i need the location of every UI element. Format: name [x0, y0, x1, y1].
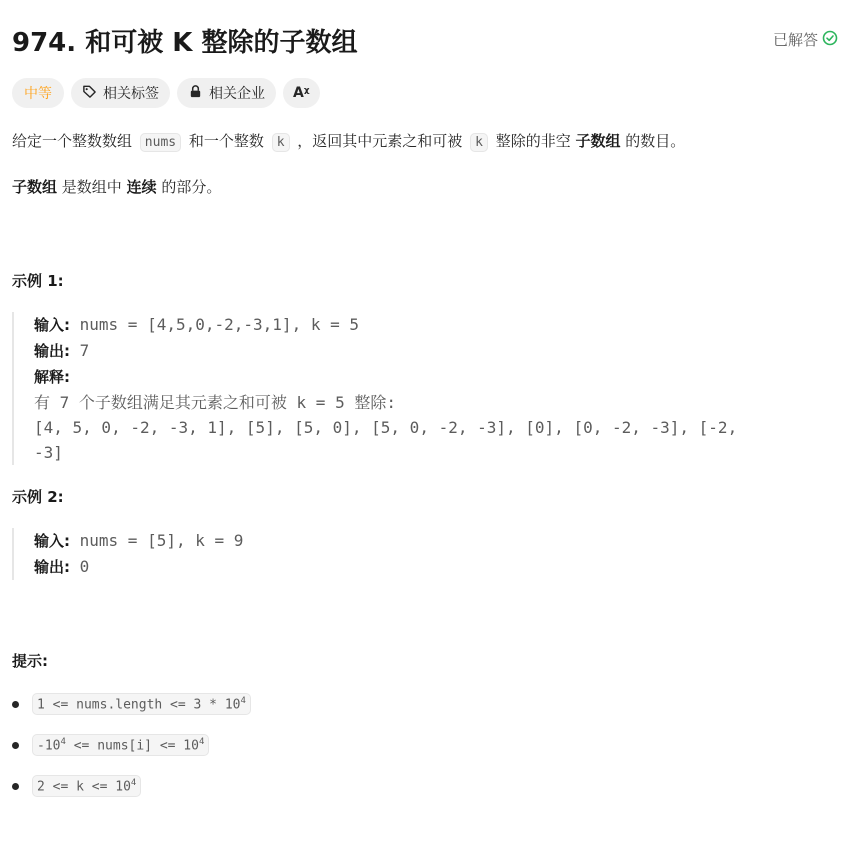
desc-text: 是数组中 — [61, 178, 122, 196]
exponent: 4 — [240, 695, 246, 706]
translate-icon: Aᵡ — [293, 85, 310, 101]
tag-row — [12, 78, 320, 108]
constraint-text: 1 <= nums.length <= 3 * 10 — [37, 697, 241, 713]
constraint-code — [32, 775, 141, 797]
explain-line: 有 7 个子数组满足其元素之和可被 k = 5 整除: — [34, 393, 396, 412]
bullet-dot — [12, 701, 19, 708]
explain-line: -3] — [34, 443, 63, 462]
constraints-list — [12, 692, 251, 815]
tag-icon — [82, 84, 97, 103]
inline-code: nums — [140, 133, 181, 152]
example-output: 0 — [79, 557, 90, 576]
topics-label: 相关标签 — [103, 86, 159, 102]
explain-label: 解释: — [34, 368, 70, 386]
lock-icon — [188, 84, 203, 103]
desc-text: 给定一个整数数组 — [12, 132, 133, 150]
topics-button[interactable] — [71, 78, 170, 108]
difficulty-badge[interactable] — [12, 78, 64, 108]
example-1-block — [12, 312, 737, 465]
example-output: 7 — [79, 341, 90, 360]
example-input: nums = [4,5,0,-2,-3,1], k = 5 — [79, 315, 359, 334]
companies-label: 相关企业 — [209, 86, 265, 102]
bullet-dot — [12, 742, 19, 749]
constraint-text: <= nums[i] <= 10 — [65, 738, 199, 754]
constraint-text: 2 <= k <= 10 — [37, 779, 131, 795]
constraint-code — [32, 734, 209, 756]
list-item — [12, 692, 251, 716]
check-circle-icon — [822, 30, 838, 50]
list-item — [12, 774, 251, 798]
solved-label: 已解答 — [772, 31, 818, 49]
translate-button[interactable] — [283, 78, 320, 108]
difficulty-label: 中等 — [24, 86, 52, 102]
constraints-title: 提示: — [12, 652, 48, 670]
exponent: 4 — [60, 736, 66, 747]
example-1-title: 示例 1: — [12, 272, 64, 290]
inline-code: k — [272, 133, 290, 152]
bullet-dot — [12, 783, 19, 790]
desc-text: 的数目。 — [625, 132, 686, 150]
output-label: 输出: — [34, 558, 70, 576]
desc-text: 和一个整数 — [188, 132, 264, 150]
constraint-text: -10 — [37, 738, 61, 754]
example-2-title: 示例 2: — [12, 488, 64, 506]
problem-title: 974. 和可被 K 整除的子数组 — [12, 28, 358, 58]
exponent: 4 — [198, 736, 205, 747]
explain-line: [4, 5, 0, -2, -3, 1], [5], [5, 0], [5, 0, -2, -3], [0], [0, -2, -3], [-2, — [34, 418, 738, 437]
exponent: 4 — [130, 777, 137, 788]
input-label: 输入: — [34, 532, 70, 550]
constraint-code — [32, 693, 251, 715]
desc-bold: 子数组 — [12, 178, 58, 196]
desc-bold: 子数组 — [575, 132, 621, 150]
desc-bold: 连续 — [126, 178, 157, 196]
example-input: nums = [5], k = 9 — [79, 531, 244, 550]
desc-text: 的部分。 — [161, 178, 222, 196]
solved-status — [773, 29, 838, 50]
description-paragraph-1 — [12, 129, 685, 155]
example-2-block — [12, 528, 243, 580]
desc-text: 整除的非空 — [495, 132, 571, 150]
inline-code: k — [470, 133, 488, 152]
output-label: 输出: — [34, 342, 70, 360]
input-label: 输入: — [34, 316, 70, 334]
description-paragraph-2 — [12, 175, 221, 199]
list-item — [12, 733, 251, 757]
desc-text: ，返回其中元素之和可被 — [297, 132, 463, 150]
companies-button[interactable] — [177, 78, 276, 108]
